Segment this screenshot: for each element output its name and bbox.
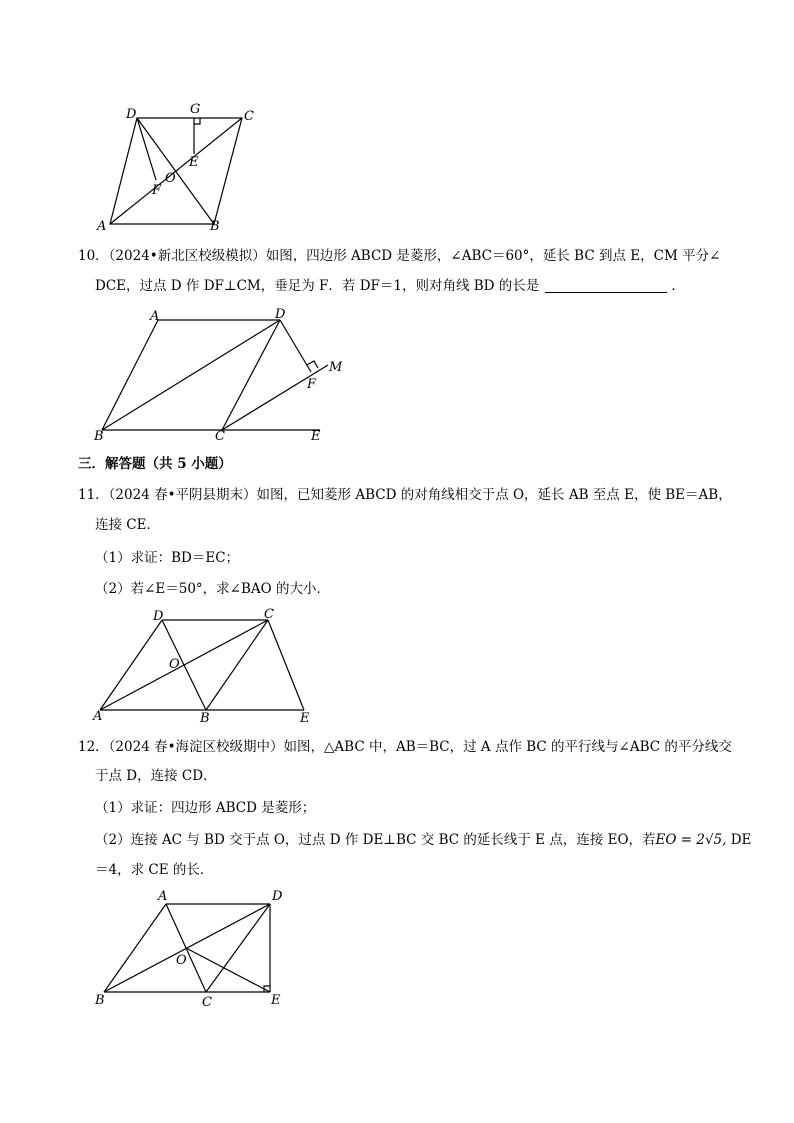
q12-part2-text: （2）连接 AC 与 BD 交于点 O，过点 D 作 DE⊥BC 交 BC 的延长线于 E 点，连接 EO，若 bbox=[95, 832, 656, 848]
q12-line2: 于点 D，连接 CD． bbox=[95, 768, 217, 784]
q12-part2-de: DE bbox=[726, 832, 752, 848]
label-B: B bbox=[200, 711, 210, 726]
label-C: C bbox=[202, 995, 212, 1010]
label-E: E bbox=[311, 429, 321, 444]
label-A: A bbox=[158, 889, 168, 904]
q11-part2: （2）若∠E＝50°，求∠BAO 的大小． bbox=[95, 581, 331, 597]
label-B: B bbox=[95, 993, 105, 1008]
q10-line2-text: DCE，过点 D 作 DF⊥CM，垂足为 F．若 DF＝1，则对角线 BD 的长是 bbox=[95, 278, 540, 294]
figure-q9 bbox=[90, 96, 270, 236]
segment-dc bbox=[206, 904, 270, 992]
segment-bd bbox=[102, 320, 280, 430]
label-C: C bbox=[215, 429, 225, 444]
q12-line1: 12．（2024 春•海淀区校级期中）如图，△ABC 中，AB＝BC，过 A 点作 BC 的平行线与∠ABC 的平分线交 bbox=[78, 739, 732, 755]
segment-ac bbox=[166, 904, 206, 992]
label-D: D bbox=[126, 107, 137, 122]
label-A: A bbox=[150, 309, 160, 324]
segment-cm bbox=[222, 365, 328, 430]
figure-q10 bbox=[88, 302, 358, 447]
label-O: O bbox=[176, 953, 187, 968]
q12-part1: （1）求证：四边形 ABCD 是菱形； bbox=[95, 800, 316, 816]
label-C: C bbox=[264, 607, 274, 622]
q10-line2 bbox=[95, 276, 685, 296]
segment-da bbox=[100, 620, 162, 710]
label-D: D bbox=[275, 307, 286, 322]
q12-part2-line1 bbox=[95, 830, 751, 850]
label-D: D bbox=[272, 889, 283, 904]
label-D: D bbox=[153, 609, 164, 624]
label-C: C bbox=[244, 109, 254, 124]
figure-q12 bbox=[90, 884, 310, 1014]
label-G: G bbox=[190, 102, 201, 117]
label-E: E bbox=[300, 711, 310, 726]
label-M: M bbox=[329, 360, 343, 375]
segment-ab bbox=[104, 904, 166, 992]
label-A: A bbox=[97, 219, 107, 234]
q10-line1: 10．（2024•新北区校级模拟）如图，四边形 ABCD 是菱形，∠ABC＝60°，延长 BC 到点 E，CM 平分∠ bbox=[78, 248, 721, 264]
label-O: O bbox=[169, 657, 180, 672]
right-angle-mark bbox=[194, 118, 200, 124]
segment-ab bbox=[102, 320, 158, 430]
label-B: B bbox=[94, 429, 104, 444]
label-A: A bbox=[93, 709, 103, 724]
segment-ce bbox=[268, 620, 304, 710]
label-F: F bbox=[307, 377, 317, 392]
figure-q11 bbox=[90, 606, 330, 726]
q10-line2-end: ． bbox=[671, 278, 685, 294]
q12-part2-math: EO = 2√5, bbox=[655, 832, 727, 848]
section-title: 三．解答题（共 5 小题） bbox=[78, 456, 232, 472]
label-F: F bbox=[152, 183, 162, 198]
q11-line2: 连接 CE． bbox=[95, 517, 160, 533]
segment-oe bbox=[186, 948, 270, 992]
segment-df bbox=[137, 118, 156, 180]
answer-blank[interactable] bbox=[545, 278, 667, 293]
label-O: O bbox=[165, 171, 176, 186]
q11-line1: 11．（2024 春•平阴县期末）如图，已知菱形 ABCD 的对角线相交于点 O，延长 AB 至点 E，使 BE＝AB， bbox=[78, 487, 732, 503]
q12-part2-line2: ＝4，求 CE 的长． bbox=[95, 862, 214, 878]
segment-df bbox=[280, 320, 311, 372]
label-E: E bbox=[189, 155, 199, 170]
label-E: E bbox=[271, 993, 281, 1008]
label-B: B bbox=[210, 219, 220, 234]
segment-dc bbox=[222, 320, 280, 430]
q11-part1: （1）求证：BD＝EC； bbox=[95, 550, 240, 566]
segment-cb bbox=[206, 620, 268, 710]
